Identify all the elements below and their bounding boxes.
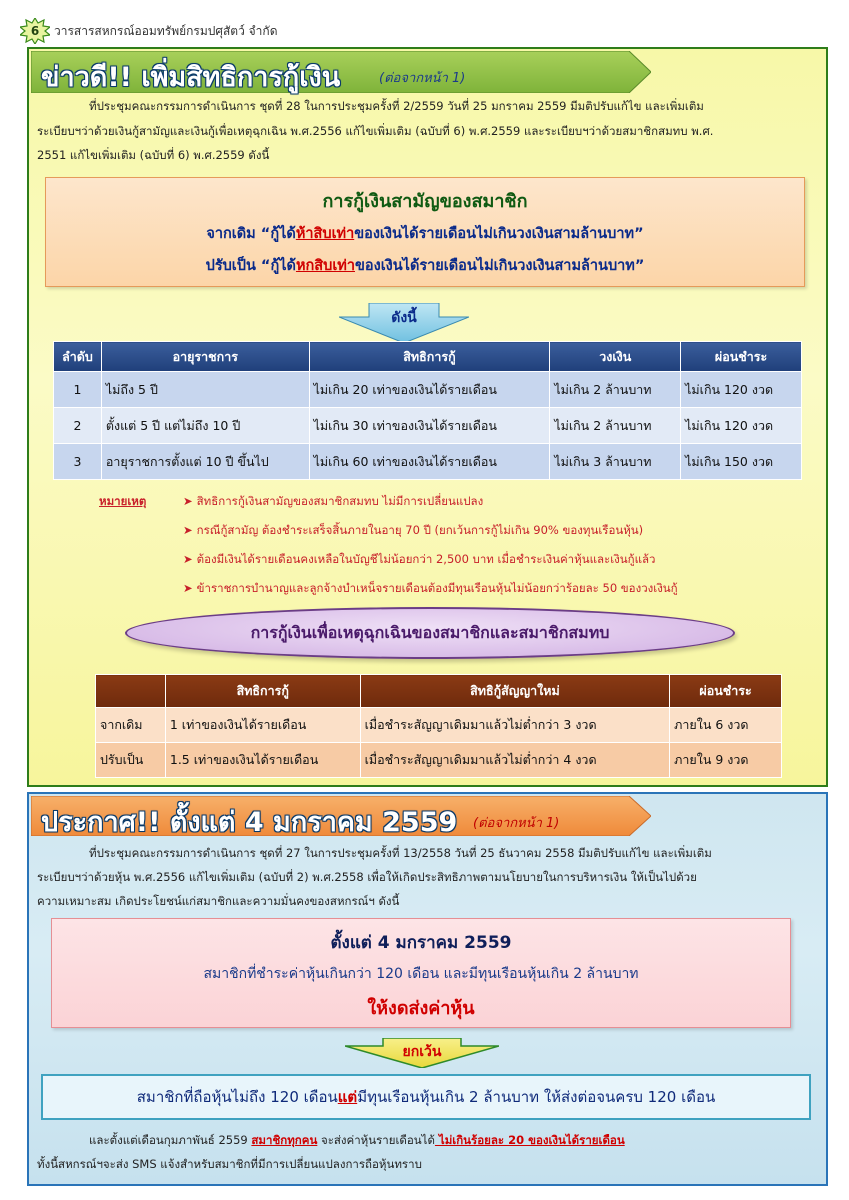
final-prefix: และตั้งแต่เดือนกุมภาพันธ์ 2559 (89, 1133, 252, 1147)
col-header: วงเงิน (550, 342, 681, 372)
table-cell: ไม่เกิน 2 ล้านบาท (550, 372, 681, 408)
section2-banner (31, 796, 651, 836)
table-row (96, 743, 782, 778)
loan-rights-section (27, 47, 828, 787)
as-follows-label: ดังนี้ (391, 310, 417, 326)
table-cell: 1.5 เท่าของเงินได้รายเดือน (165, 743, 360, 778)
arrow-right-icon: ➤ (183, 552, 193, 566)
new-highlight: หกสิบเท่า (295, 258, 356, 274)
remarks-list (183, 487, 823, 603)
section1-intro-line1: ที่ประชุมคณะกรรมการดำเนินการ ชุดที่ 28 ในการประชุมครั้งที่ 2/2559 วันที่ 25 มกราคม 2559 มีมติปรับแก้ไข และเพิ่มเติม (89, 99, 704, 113)
share-notice-box (51, 918, 791, 1028)
table-cell: อายุราชการตั้งแต่ 10 ปี ขึ้นไป (101, 444, 309, 480)
col-header (96, 675, 166, 708)
section1-banner (31, 51, 651, 93)
col-header: อายุราชการ (101, 342, 309, 372)
table-cell: 3 (54, 444, 102, 480)
arrow-right-icon: ➤ (183, 581, 193, 595)
col-header: สิทธิการกู้ (165, 675, 360, 708)
exception-label: ยกเว้น (402, 1044, 442, 1060)
exception-arrow (345, 1038, 499, 1068)
table-header-row (54, 342, 802, 372)
table-cell: ปรับเป็น (96, 743, 166, 778)
section1-intro-line2: ระเบียบฯว่าด้วยเงินกู้สามัญและเงินกู้เพื่อเหตุฉุกเฉิน พ.ศ.2556 แก้ไขเพิ่มเติม (ฉบับที่ 6) พ.ศ.2559 และระเบียบฯว่าด้วยสมาชิกสมทบ พ.ศ. (37, 124, 714, 138)
table-cell: ภายใน 6 งวด (670, 708, 782, 743)
table-row (54, 408, 802, 444)
new-suffix: ของเงินได้รายเดือนไม่เกินวงเงินสามล้านบาท” (355, 258, 645, 274)
as-follows-arrow (339, 303, 469, 343)
table-row (96, 708, 782, 743)
member-suffix: มีทุนเรือนหุ้นเกิน 2 ล้านบาท ให้ส่งต่อจนครบ 120 เดือน (357, 1088, 716, 1106)
table-cell: ไม่เกิน 120 งวด (681, 408, 802, 444)
section2-intro-line1: ที่ประชุมคณะกรรมการดำเนินการ ชุดที่ 27 ในการประชุมครั้งที่ 13/2558 วันที่ 25 ธันวาคม 2558 มีมติปรับแก้ไข และเพิ่มเติม (89, 846, 712, 860)
emergency-loan-title: การกู้เงินเพื่อเหตุฉุกเฉินของสมาชิกและสมาชิกสมทบ (125, 607, 735, 659)
old-highlight: ห้าสิบเท่า (295, 226, 355, 242)
col-header: ผ่อนชำระ (670, 675, 782, 708)
list-item (183, 487, 823, 516)
table-cell: ไม่เกิน 30 เท่าของเงินได้รายเดือน (309, 408, 550, 444)
table-header-row (96, 675, 782, 708)
notice-condition: สมาชิกที่ชำระค่าหุ้นเกินกว่า 120 เดือน และมีทุนเรือนหุ้นเกิน 2 ล้านบาท (203, 966, 639, 982)
remarks-label: หมายเหตุ (99, 494, 147, 508)
final-mid: จะส่งค่าหุ้นรายเดือนได้ (317, 1133, 435, 1147)
final-highlight-limit: ไม่เกินร้อยละ 20 ของเงินได้รายเดือน (434, 1133, 625, 1147)
table-cell: เมื่อชำระสัญญาเดิมมาแล้วไม่ต่ำกว่า 4 งวด (360, 743, 670, 778)
section1-title: ข่าวดี!! เพิ่มสิทธิการกู้เงิน (41, 62, 341, 93)
page-header (20, 18, 277, 44)
table-cell: ไม่เกิน 20 เท่าของเงินได้รายเดือน (309, 372, 550, 408)
col-header: ลำดับ (54, 342, 102, 372)
section2-intro-line3: ความเหมาะสม เกิดประโยชน์แก่สมาชิกและความมั่นคงของสหกรณ์ฯ ดังนี้ (37, 894, 400, 908)
page-number-badge (20, 18, 50, 44)
final-line1 (37, 1128, 817, 1152)
table-cell: ไม่เกิน 2 ล้านบาท (550, 408, 681, 444)
new-prefix: ปรับเป็น “กู้ได้ (205, 258, 296, 274)
table-cell: จากเดิม (96, 708, 166, 743)
remark-text: กรณีกู้สามัญ ต้องชำระเสร็จสิ้นภายในอายุ 70 ปี (ยกเว้นการกู้ไม่เกิน 90% ของทุนเรือนหุ้น) (196, 523, 644, 537)
table-row (54, 372, 802, 408)
list-item (183, 516, 823, 545)
ordinary-loan-new (46, 254, 804, 277)
table-cell: 1 เท่าของเงินได้รายเดือน (165, 708, 360, 743)
loan-rights-table (53, 341, 802, 480)
col-header: สิทธิการกู้ (309, 342, 550, 372)
section1-continued: (ต่อจากหน้า 1) (379, 71, 466, 86)
ordinary-loan-box (45, 177, 805, 287)
old-prefix: จากเดิม “กู้ได้ (206, 226, 296, 242)
remark-text: ข้าราชการบำนาญและลูกจ้างบำเหน็จรายเดือนต้องมีทุนเรือนหุ้นไม่น้อยกว่าร้อยละ 50 ของวงเงินกู้ (196, 581, 678, 595)
table-cell: ตั้งแต่ 5 ปี แต่ไม่ถึง 10 ปี (101, 408, 309, 444)
section1-intro-line3: 2551 แก้ไขเพิ่มเติม (ฉบับที่ 6) พ.ศ.2559 ดังนี้ (37, 148, 270, 162)
remark-text: ต้องมีเงินได้รายเดือนคงเหลือในบัญชีไม่น้อยกว่า 2,500 บาท เมื่อชำระเงินค่าหุ้นและเงินกู้แล้ว (196, 552, 656, 566)
section2-continued: (ต่อจากหน้า 1) (473, 816, 560, 831)
table-cell: ภายใน 9 งวด (670, 743, 782, 778)
col-header: ผ่อนชำระ (681, 342, 802, 372)
old-suffix: ของเงินได้รายเดือนไม่เกินวงเงินสามล้านบาท” (354, 226, 644, 242)
table-cell: ไม่เกิน 60 เท่าของเงินได้รายเดือน (309, 444, 550, 480)
col-header: สิทธิกู้สัญญาใหม่ (360, 675, 670, 708)
table-cell: ไม่เกิน 3 ล้านบาท (550, 444, 681, 480)
share-notice-section (27, 792, 828, 1186)
member-highlight: แต่ (337, 1088, 358, 1106)
table-cell: 1 (54, 372, 102, 408)
arrow-right-icon: ➤ (183, 494, 193, 508)
notice-highlight: ให้งดส่งค่าหุ้น (367, 998, 475, 1019)
list-item (183, 574, 823, 603)
final-highlight-members: สมาชิกทุกคน (251, 1133, 318, 1147)
table-cell: ไม่เกิน 120 งวด (681, 372, 802, 408)
ordinary-loan-title: การกู้เงินสามัญของสมาชิก (322, 191, 528, 212)
member-prefix: สมาชิกที่ถือหุ้นไม่ถึง 120 เดือน (136, 1088, 338, 1106)
table-cell: ไม่ถึง 5 ปี (101, 372, 309, 408)
list-item (183, 545, 823, 574)
table-cell: ไม่เกิน 150 งวด (681, 444, 802, 480)
ordinary-loan-old (46, 222, 804, 245)
table-cell: 2 (54, 408, 102, 444)
page-number: 6 (30, 24, 40, 38)
final-line2: ทั้งนี้สหกรณ์ฯจะส่ง SMS แจ้งสำหรับสมาชิกที่มีการเปลี่ยนแปลงการถือหุ้นทราบ (37, 1157, 422, 1171)
section2-intro-line2: ระเบียบฯว่าด้วยหุ้น พ.ศ.2556 แก้ไขเพิ่มเติม (ฉบับที่ 2) พ.ศ.2558 เพื่อให้เกิดประสิทธิภาพตามนโยบายในการบริหารเงิน ให้เป็นไปด้วย (37, 870, 697, 884)
member-exception-box (41, 1074, 811, 1120)
remark-text: สิทธิการกู้เงินสามัญของสมาชิกสมทบ ไม่มีการเปลี่ยนแปลง (196, 494, 484, 508)
table-cell: เมื่อชำระสัญญาเดิมมาแล้วไม่ต่ำกว่า 3 งวด (360, 708, 670, 743)
notice-date-title: ตั้งแต่ 4 มกราคม 2559 (330, 933, 512, 953)
emergency-loan-table (95, 674, 782, 778)
section2-title: ประกาศ!! ตั้งแต่ 4 มกราคม 2559 (41, 807, 458, 838)
final-paragraph (37, 1128, 817, 1176)
table-row (54, 444, 802, 480)
journal-title: วารสารสหกรณ์ออมทรัพย์กรมปศุสัตว์ จำกัด (54, 23, 278, 38)
arrow-right-icon: ➤ (183, 523, 193, 537)
